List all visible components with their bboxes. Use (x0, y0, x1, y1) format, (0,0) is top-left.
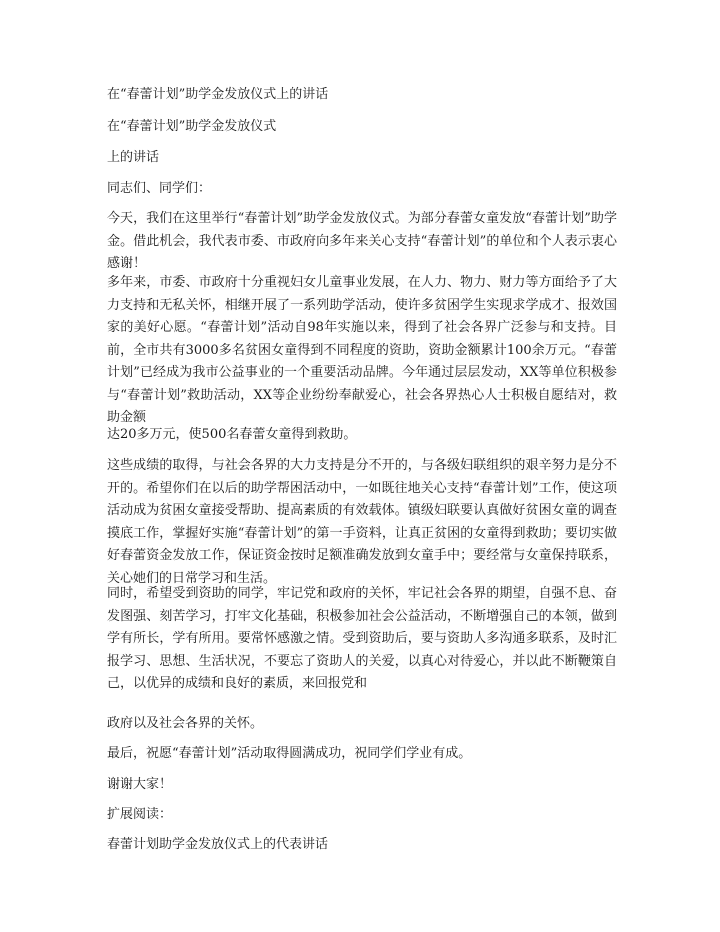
extended-reading-label: 扩展阅读： (107, 807, 173, 822)
extended-reading-title: 春蕾计划助学金发放仪式上的代表讲话 (107, 837, 329, 852)
document-title: 在“春蕾计划”助学金发放仪式上的讲话 (107, 87, 329, 102)
heading-line-1: 在“春蕾计划”助学金发放仪式 (107, 119, 277, 134)
paragraph-gov: 政府以及社会各界的关怀。 (107, 716, 264, 731)
paragraph-closing: 最后，祝愿“春蕾计划”活动取得圆满成功，祝同学们学业有成。 (107, 746, 472, 761)
paragraph-students: 同时，希望受到资助的同学，牢记党和政府的关怀，牢记社会各界的期望，自强不息、奋发图强、刻苦学习，打牢文化基础，积极参加社会公益活动，不断增强自己的本领，做到学有所长，学有所用。要常怀感激之情。受到资助后，要与资助人多沟通多联系，及时汇报学习、思想、生活状况，不要忘了资助人的关爱，以真心对待爱心，并以此不断鞭策自己，以优异的成绩和良好的素质，来回报党和 (107, 586, 617, 691)
salutation: 同志们、同学们： (107, 181, 212, 196)
paragraph-achievements: 多年来，市委、市政府十分重视妇女儿童事业发展，在人力、物力、财力等方面给予了大力支持和无私关怀，相继开展了一系列助学活动，使许多贫困学生实现求学成才、报效国家的美好心愿。“春蕾计划”活动自98年实施以来，得到了社会各界广泛参与和支持。目前，全市共有3000多名贫困女童得到不同程度的资助，资助金额累计100余万元。“春蕾计划”已经成为我市公益事业的一个重要活动品牌。今年通过层层发动，XX等单位积极参与“春蕾计划”救助活动，XX等企业纷纷奉献爱心，社会各界热心人士积极自愿结对，救助金额 (107, 275, 617, 425)
heading-line-2: 上的讲话 (107, 150, 160, 165)
paragraph-opening: 今天，我们在这里举行“春蕾计划”助学金发放仪式。为部分春蕾女童发放“春蕾计划”助学金。借此机会，我代表市委、市政府向多年来关心支持“春蕾计划”的单位和个人表示衷心感谢！ (107, 211, 617, 271)
paragraph-thanks-society: 这些成绩的取得，与社会各界的大力支持是分不开的，与各级妇联组织的艰辛努力是分不开的。希望你们在以后的助学帮困活动中，一如既往地关心支持“春蕾计划”工作，使这项活动成为贫困女童接受帮助、提高素质的有效载体。镇级妇联要认真做好贫困女童的调查摸底工作，掌握好实施“春蕾计划”的第一手资料，让真正贫困的女童得到救助；要切实做好春蕾资金发放工作，保证资金按时足额准确发放到女童手中；要经常与女童保持联系，关心她们的日常学习和生活。 (107, 458, 617, 586)
paragraph-thanks: 谢谢大家！ (107, 777, 173, 792)
paragraph-amount: 达20多万元，使500名春蕾女童得到救助。 (107, 427, 357, 442)
